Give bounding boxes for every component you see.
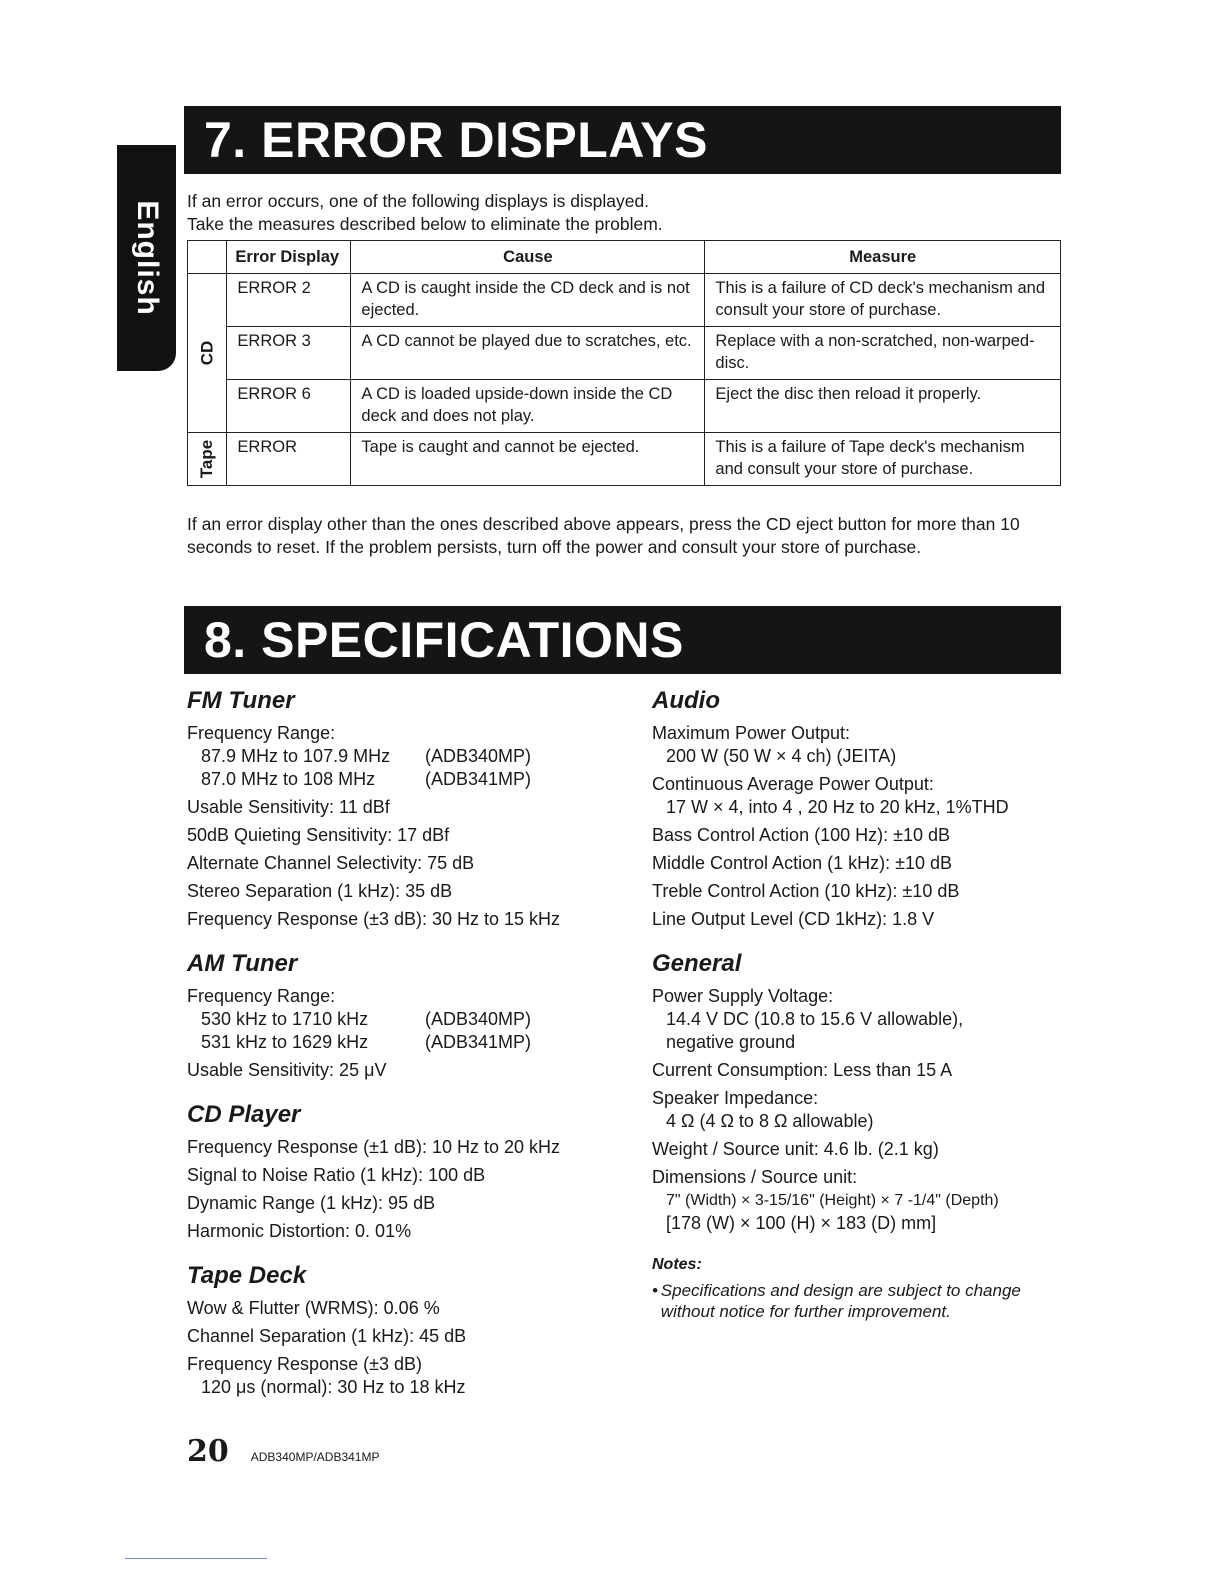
spec-value: 4 Ω (4 Ω to 8 Ω allowable): [666, 1111, 874, 1131]
bullet: •: [652, 1281, 658, 1300]
header-error-display: Error Display: [227, 241, 351, 274]
spec-line: Harmonic Distortion: 0. 01%: [187, 1221, 412, 1241]
freq-row: [187, 768, 627, 791]
spec-line: Frequency Response (±1 dB): 10 Hz to 20 kHz: [187, 1137, 561, 1157]
group-label: Tape: [197, 439, 217, 479]
header-cause: Cause: [351, 241, 705, 274]
section-title: AM Tuner: [187, 950, 298, 977]
error-display-cell: ERROR 3: [227, 327, 351, 380]
cause-cell: Tape is caught and cannot be ejected.: [351, 433, 705, 486]
freq-row: [187, 1008, 627, 1031]
notes-section: [652, 1253, 1072, 1322]
spec-label: Speaker Impedance:: [652, 1088, 819, 1108]
table-row: [188, 327, 1061, 380]
spec-line: Stereo Separation (1 kHz): 35 dB: [187, 881, 453, 901]
specs-right-column: [652, 686, 1072, 1322]
specs-left-column: [187, 686, 627, 1417]
freq-model: (ADB340MP): [425, 1009, 532, 1029]
cause-cell: A CD is loaded upside-down inside the CD deck and does not play.: [351, 380, 705, 433]
spec-value: negative ground: [666, 1032, 796, 1052]
freq-model: (ADB340MP): [425, 746, 532, 766]
spec-line: Bass Control Action (100 Hz): ±10 dB: [652, 825, 951, 845]
intro-line: If an error occurs, one of the following displays is displayed.: [187, 191, 650, 211]
spec-value: 17 W × 4, into 4 , 20 Hz to 20 kHz, 1%THD: [666, 797, 1009, 817]
spec-label: Frequency Range:: [187, 723, 336, 743]
spec-value: [178 (W) × 100 (H) × 183 (D) mm]: [666, 1213, 937, 1233]
freq-row: [187, 745, 627, 768]
group-cd: [188, 274, 227, 433]
fm-tuner-section: [187, 686, 627, 931]
spec-line: Line Output Level (CD 1kHz): 1.8 V: [652, 909, 935, 929]
measure-cell: Eject the disc then reload it properly.: [705, 380, 1061, 433]
error-display-cell: ERROR: [227, 433, 351, 486]
table-row: [188, 380, 1061, 433]
spec-value: 14.4 V DC (10.8 to 15.6 V allowable),: [666, 1009, 964, 1029]
error-display-cell: ERROR 6: [227, 380, 351, 433]
section-title: Audio: [652, 687, 720, 714]
section-title: CD Player: [187, 1101, 301, 1128]
measure-cell: Replace with a non-scratched, non-warped-disc.: [705, 327, 1061, 380]
freq-row: [187, 1031, 627, 1054]
spec-line: Channel Separation (1 kHz): 45 dB: [187, 1326, 467, 1346]
spec-line: Usable Sensitivity: 11 dBf: [187, 797, 390, 817]
spec-line: 50dB Quieting Sensitivity: 17 dBf: [187, 825, 450, 845]
error-displays-heading: 7. ERROR DISPLAYS: [184, 106, 1061, 174]
spec-value: 7" (Width) × 3-15/16" (Height) × 7 -1/4" (Depth): [666, 1192, 999, 1209]
cause-cell: A CD cannot be played due to scratches, etc.: [351, 327, 705, 380]
page-number: 20: [187, 1434, 229, 1469]
spec-line: Wow & Flutter (WRMS): 0.06 %: [187, 1298, 440, 1318]
section-title: General: [652, 950, 742, 977]
spec-line: Dynamic Range (1 kHz): 95 dB: [187, 1193, 436, 1213]
spec-label: Dimensions / Source unit:: [652, 1167, 858, 1187]
table-row: [188, 433, 1061, 486]
spec-line: Weight / Source unit: 4.6 lb. (2.1 kg): [652, 1139, 939, 1159]
freq-range: 87.0 MHz to 108 MHz: [201, 769, 376, 789]
spec-line: Signal to Noise Ratio (1 kHz): 100 dB: [187, 1165, 486, 1185]
specifications-heading: 8. SPECIFICATIONS: [184, 606, 1061, 674]
am-tuner-section: [187, 949, 627, 1082]
cd-player-section: [187, 1100, 627, 1243]
error-display-cell: ERROR 2: [227, 274, 351, 327]
spec-line: Frequency Response (±3 dB): [187, 1354, 422, 1374]
page-footer: [187, 1434, 379, 1469]
freq-range: 531 kHz to 1629 kHz: [201, 1032, 369, 1052]
spec-label: Maximum Power Output:: [652, 723, 851, 743]
spec-line: Middle Control Action (1 kHz): ±10 dB: [652, 853, 953, 873]
language-tab: [117, 145, 176, 371]
spec-label: Continuous Average Power Output:: [652, 774, 934, 794]
group-label: CD: [197, 340, 217, 366]
spec-value: 200 W (50 W × 4 ch) (JEITA): [666, 746, 897, 766]
measure-cell: This is a failure of CD deck's mechanism and consult your store of purchase.: [705, 274, 1061, 327]
model-name: ADB340MP/ADB341MP: [250, 1450, 380, 1464]
spec-subline: 120 μs (normal): 30 Hz to 18 kHz: [201, 1377, 466, 1397]
error-footnote: If an error display other than the ones described above appears, press the CD eject button for more than 10 seconds to reset. If the problem persists, turn off the power and consult your store of purchase.: [187, 514, 1020, 557]
spec-label: Power Supply Voltage:: [652, 986, 834, 1006]
spec-line: Current Consumption: Less than 15 A: [652, 1060, 953, 1080]
audio-section: [652, 686, 1072, 931]
general-section: [652, 949, 1072, 1235]
error-intro: [187, 190, 663, 236]
header-measure: Measure: [705, 241, 1061, 274]
section-title: FM Tuner: [187, 687, 295, 714]
section-title: Tape Deck: [187, 1262, 307, 1289]
table-row: [188, 274, 1061, 327]
language-tab-label: English: [130, 200, 164, 316]
spec-line: Usable Sensitivity: 25 μV: [187, 1060, 387, 1080]
notes-text: Specifications and design are subject to change without notice for further improvement.: [660, 1281, 1021, 1321]
intro-line: Take the measures described below to eliminate the problem.: [187, 214, 663, 234]
freq-range: 530 kHz to 1710 kHz: [201, 1009, 369, 1029]
freq-range: 87.9 MHz to 107.9 MHz: [201, 746, 391, 766]
measure-cell: This is a failure of Tape deck's mechanism and consult your store of purchase.: [705, 433, 1061, 486]
notes-title: Notes:: [652, 1256, 702, 1273]
spec-line: Alternate Channel Selectivity: 75 dB: [187, 853, 475, 873]
group-header: [188, 241, 227, 274]
notes-item: [652, 1280, 1072, 1322]
freq-model: (ADB341MP): [425, 769, 532, 789]
divider: [125, 1558, 267, 1559]
table-header-row: [188, 241, 1061, 274]
cause-cell: A CD is caught inside the CD deck and is not ejected.: [351, 274, 705, 327]
tape-deck-section: [187, 1261, 627, 1399]
spec-line: Treble Control Action (10 kHz): ±10 dB: [652, 881, 960, 901]
freq-model: (ADB341MP): [425, 1032, 532, 1052]
group-tape: [188, 433, 227, 486]
spec-line: Frequency Response (±3 dB): 30 Hz to 15 kHz: [187, 909, 561, 929]
error-table: [187, 240, 1061, 486]
spec-label: Frequency Range:: [187, 986, 336, 1006]
